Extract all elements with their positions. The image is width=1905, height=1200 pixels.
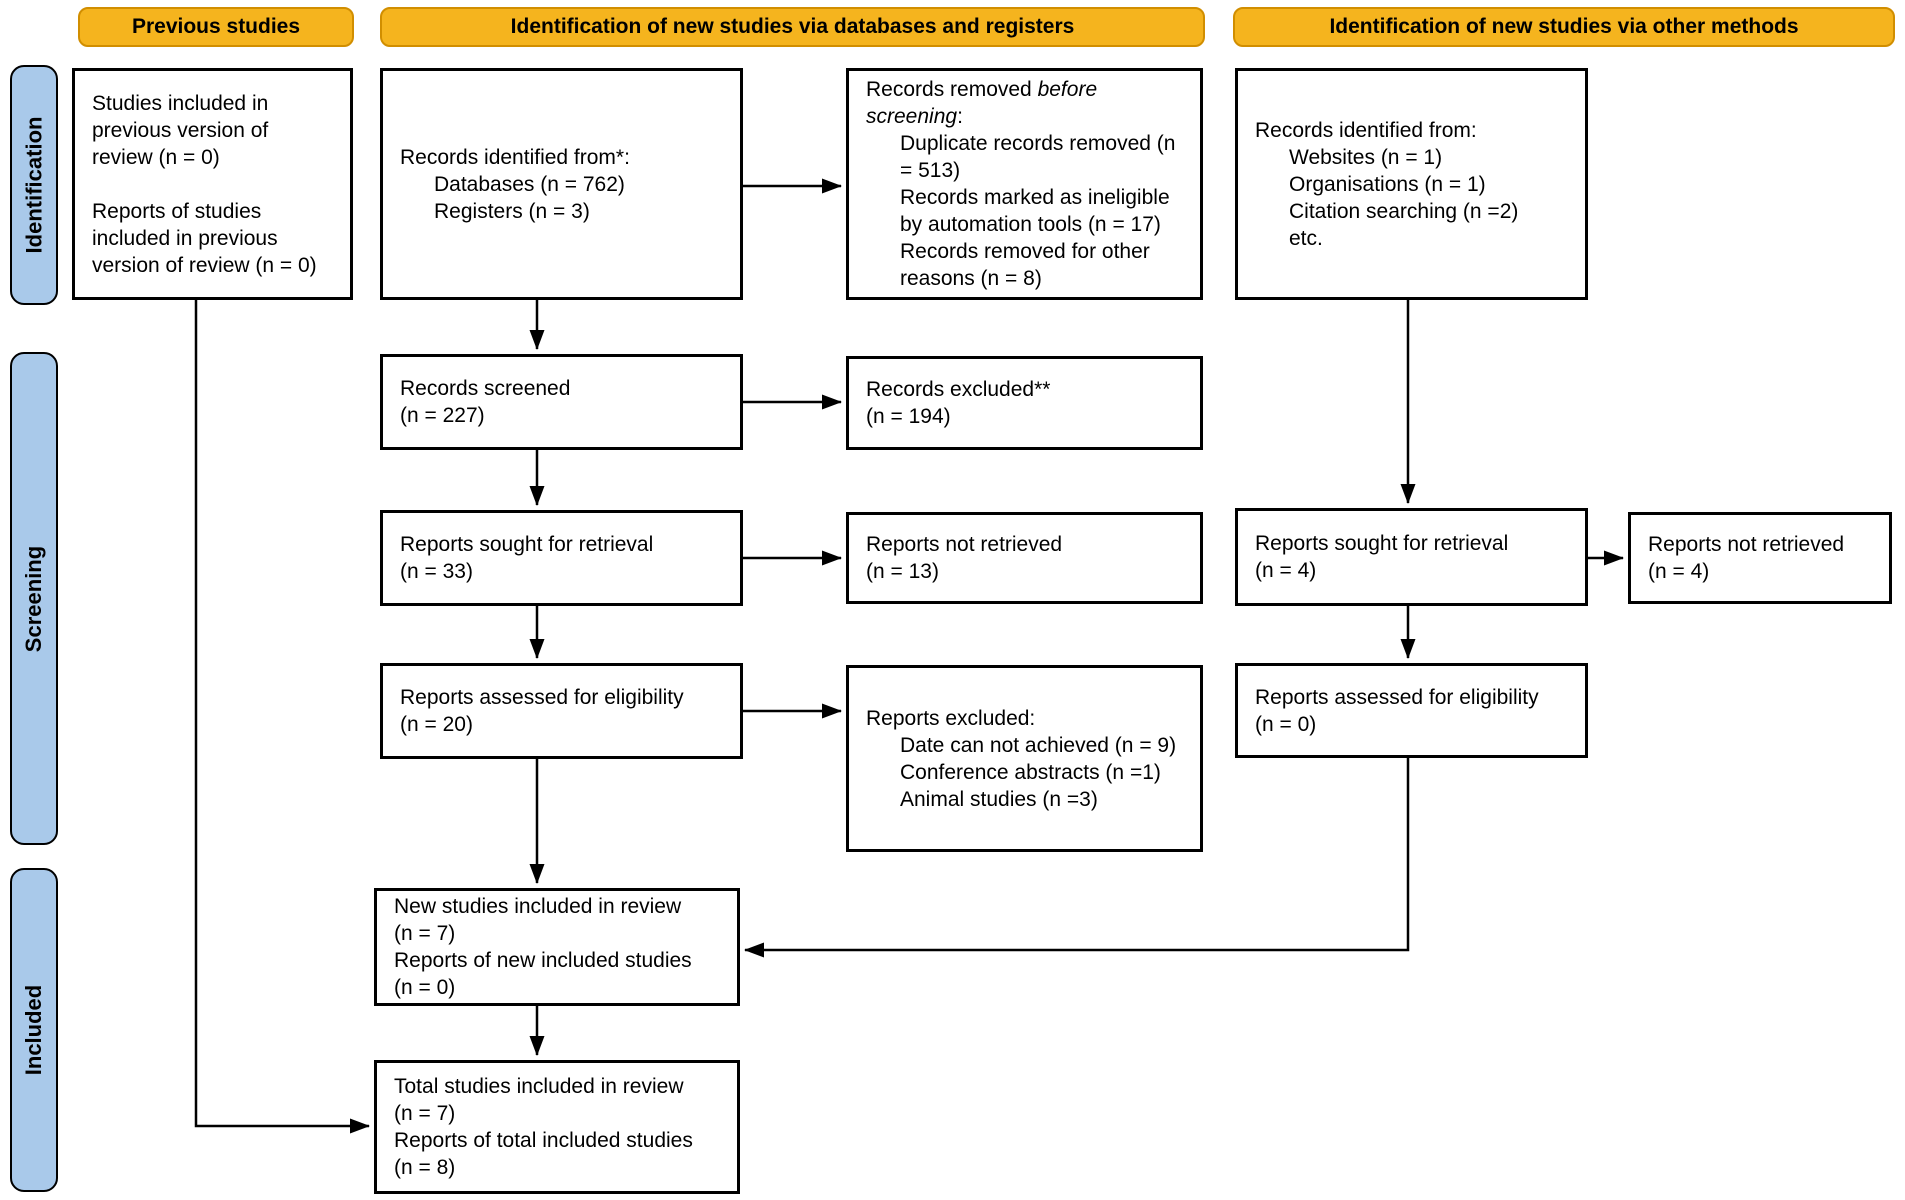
records-removed-other-reasons: Records removed for other reasons (n = 8) (900, 240, 1150, 290)
box-records-identified-databases (380, 68, 743, 300)
records-removed-title-line1 (866, 76, 1183, 103)
header-databases-registers (380, 7, 1205, 47)
identified-organisations: Organisations (n = 1) (1289, 172, 1486, 196)
box-previous-studies (72, 68, 353, 300)
arrow-previous-to-total (196, 300, 369, 1126)
box-records-removed-before-screening (846, 68, 1203, 300)
header-other-methods-label: Identification of new studies via other methods (1329, 15, 1799, 38)
excluded-date-not-achieved: Date can not achieved (n = 9) (900, 733, 1177, 757)
box-total-studies-included (374, 1060, 740, 1194)
records-removed-title-prefix: Records removed (866, 78, 1038, 101)
records-removed-title-line2 (866, 103, 1183, 130)
previous-studies-para1: Studies included in previous version of review (n = 0) (92, 91, 269, 169)
reports-assessed-other-label: Reports assessed for eligibility (1255, 685, 1539, 709)
reports-not-retrieved-label: Reports not retrieved (866, 533, 1063, 556)
box-reports-assessed-other (1235, 663, 1588, 758)
new-reports-label: Reports of new included studies (394, 949, 692, 972)
records-screened-label: Records screened (400, 377, 571, 400)
identified-citation-searching: Citation searching (n =2) (1289, 199, 1519, 223)
records-excluded-count: (n = 194) (866, 405, 951, 428)
box-records-identified-other (1235, 68, 1588, 300)
identified-etc: etc. (1289, 226, 1323, 250)
phase-identification-label: Identification (21, 116, 47, 254)
reports-sought-other-label: Reports sought for retrieval (1255, 532, 1509, 555)
previous-studies-para2: Reports of studies included in previous version of review (n = 0) (92, 199, 317, 277)
box-reports-assessed-databases (380, 663, 743, 759)
reports-assessed-label: Reports assessed for eligibility (400, 686, 684, 709)
records-identified-title: Records identified from*: (400, 145, 630, 169)
new-studies-label: New studies included in review (394, 895, 682, 918)
phase-identification-ribbon (10, 65, 58, 305)
paragraph-gap (92, 171, 333, 198)
records-removed-title-suffix: : (957, 105, 963, 128)
reports-sought-count: (n = 33) (400, 560, 473, 583)
records-screened-count: (n = 227) (400, 404, 485, 427)
box-reports-sought-other (1235, 508, 1588, 606)
excluded-conference-abstracts: Conference abstracts (n =1) (900, 760, 1161, 784)
reports-not-retrieved-other-label: Reports not retrieved (1648, 533, 1845, 556)
box-records-excluded (846, 356, 1203, 450)
reports-sought-other-count: (n = 4) (1255, 559, 1317, 582)
records-excluded-label: Records excluded** (866, 378, 1051, 401)
reports-excluded-title: Reports excluded: (866, 706, 1036, 730)
box-reports-excluded-reasons (846, 665, 1203, 852)
box-reports-not-retrieved-databases (846, 512, 1203, 604)
total-studies-label: Total studies included in review (394, 1075, 684, 1098)
identified-websites: Websites (n = 1) (1289, 145, 1443, 169)
records-identified-databases: Databases (n = 762) (434, 172, 625, 196)
total-reports-label: Reports of total included studies (394, 1129, 693, 1152)
reports-not-retrieved-other-count: (n = 4) (1648, 560, 1710, 583)
reports-sought-label: Reports sought for retrieval (400, 533, 654, 556)
header-databases-registers-label: Identification of new studies via databases and registers (510, 15, 1075, 38)
reports-assessed-count: (n = 20) (400, 713, 473, 736)
header-previous-studies-label: Previous studies (131, 15, 301, 38)
phase-included-label: Included (21, 984, 47, 1076)
new-reports-count: (n = 0) (394, 976, 456, 999)
header-previous-studies (78, 7, 354, 47)
box-records-screened (380, 354, 743, 450)
records-marked-ineligible: Records marked as ineligible by automation tools (n = 17) (900, 186, 1170, 236)
phase-screening-ribbon (10, 352, 58, 845)
header-other-methods (1233, 7, 1895, 47)
records-removed-title-italic1: before (1037, 78, 1098, 101)
box-reports-sought-databases (380, 510, 743, 606)
duplicate-records-removed: Duplicate records removed (n = 513) (900, 132, 1176, 182)
reports-not-retrieved-count: (n = 13) (866, 560, 939, 583)
records-identified-other-title: Records identified from: (1255, 118, 1477, 142)
reports-assessed-other-count: (n = 0) (1255, 712, 1317, 736)
total-studies-count: (n = 7) (394, 1102, 456, 1125)
total-reports-count: (n = 8) (394, 1156, 456, 1179)
phase-included-ribbon (10, 868, 58, 1192)
records-removed-title-italic2: screening (866, 105, 958, 128)
excluded-animal-studies: Animal studies (n =3) (900, 787, 1098, 811)
box-reports-not-retrieved-other (1628, 512, 1892, 604)
records-identified-registers: Registers (n = 3) (434, 199, 590, 223)
new-studies-count: (n = 7) (394, 922, 456, 945)
phase-screening-label: Screening (21, 545, 46, 652)
box-new-studies-included (374, 888, 740, 1006)
